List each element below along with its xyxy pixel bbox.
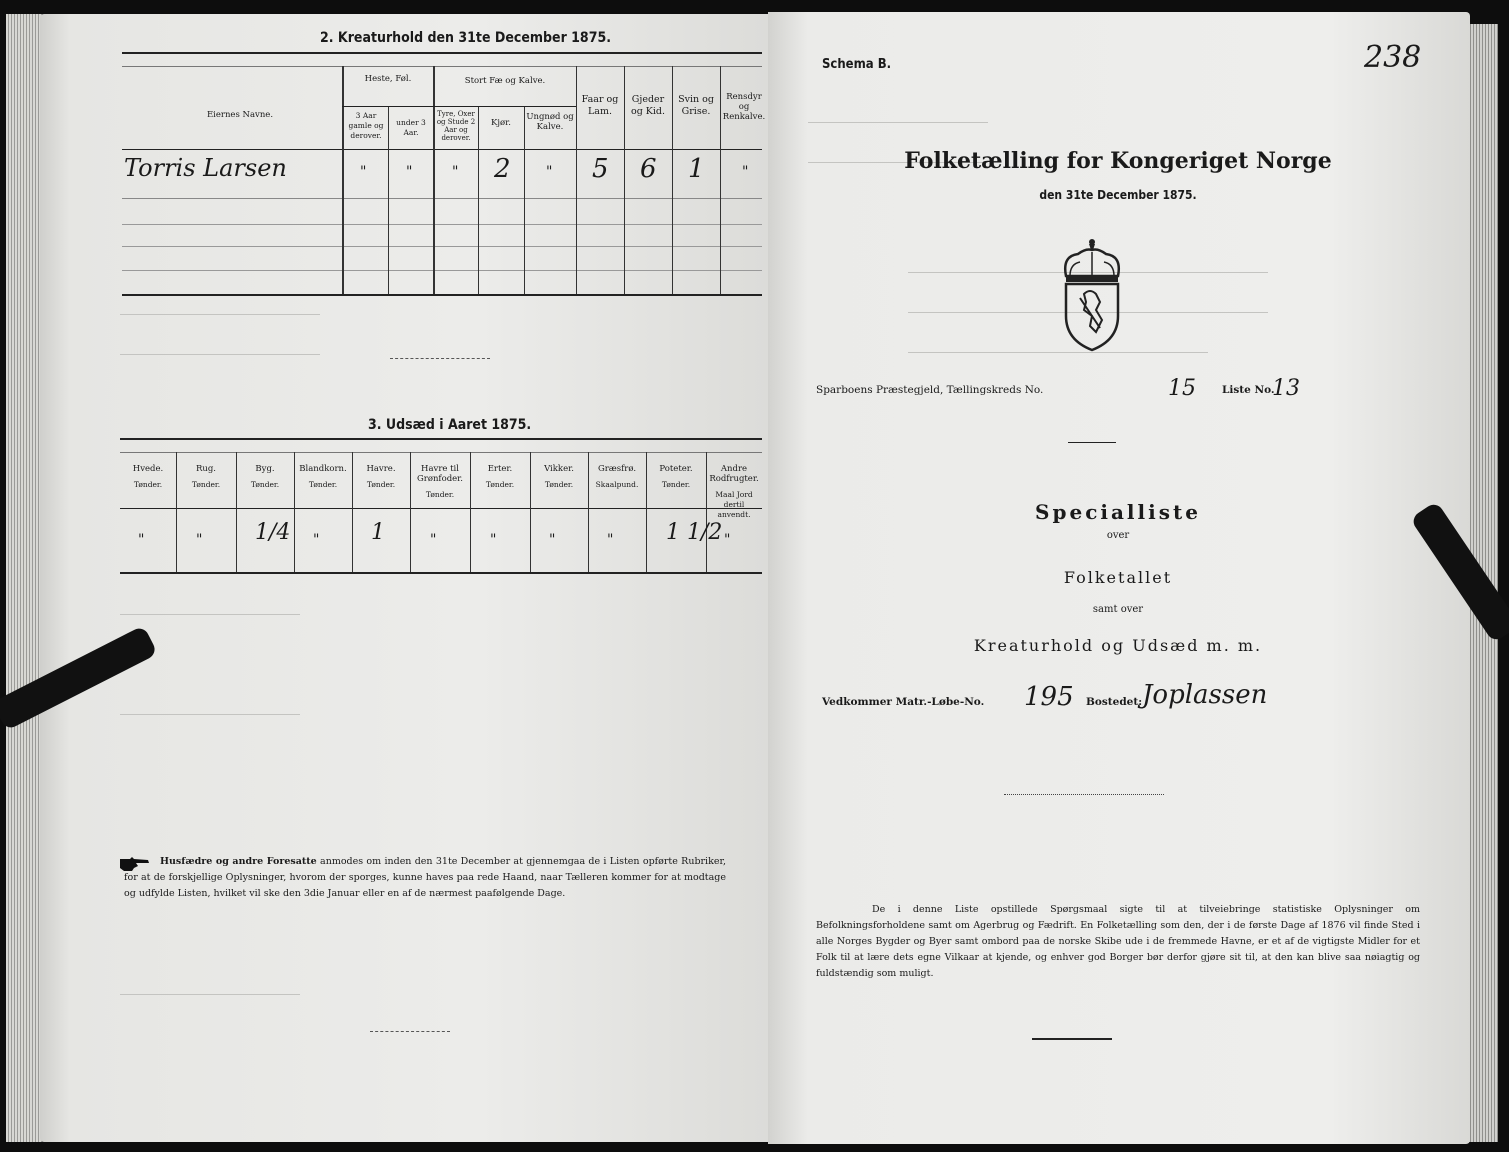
seed-value-11: " [724,532,731,548]
seed-value-4: " [313,532,320,548]
bosted-value: Joplassen [1142,680,1268,710]
seed-header-name: Byg. [255,464,275,474]
notice-paragraph [124,854,726,902]
explanation-paragraph: De i denne Liste opstillede Spørgsmaal sigte til at tilveiebringe statistiske Oplysninger om Befolkningsforholdene samt om Agerbrug og Fædrift. En Folketælling som den, der i de første Dage af 1876 vil finde Sted i alle Norges Bygder og Byer samt ombord paa de norske Skibe ude i de fremmede Havne, er et af de vigtigste Midler for et Folk til at lære dets egne Vilkaar at kjende, og enhver god Borger bør derfor gjøre sit til, at den kan blive saa nøiagtig og fuldstændig som muligt. [816,904,1420,979]
header-faar: Faar og Lam. [581,94,619,117]
header-heste-3aar: 3 Aar gamle og derover. [348,111,384,140]
liste-label: Liste No. [1222,384,1275,396]
bleed-through-line [120,354,320,355]
bleed-through-line [120,314,320,315]
cell-kjor: 2 [494,154,511,184]
header-rensdyr: Rensdyr og Renkalve. [722,92,766,122]
separator-bottom [1032,1038,1112,1040]
section2-title: 2. Kreaturhold den 31te December 1875. [320,30,612,46]
left-page [40,14,768,1142]
specialliste-heading: Specialliste [1035,500,1201,524]
seed-header-8 [530,464,588,490]
samt-over-text: samt over [1092,604,1144,615]
seed-header-11 [706,464,762,520]
seed-header-9 [588,464,646,490]
cell-heste-under3: " [406,164,413,180]
seed-value-1: " [138,532,145,548]
cell-ungnod: " [546,164,553,180]
notice-lead: Husfædre og andre Foresatte [160,856,317,867]
left-page-stack-edge [6,14,42,1142]
seed-header-4 [294,464,352,490]
seed-header-unit: Tønder. [133,480,163,489]
seed-header-unit: Maal Jord dertil anvendt. [715,490,753,519]
cell-svin: 1 [688,154,705,184]
owner-name: Torris Larsen [124,154,287,182]
over-text: over [1106,530,1130,541]
seed-header-name: Havre. [366,464,396,474]
seed-header-name: Andre Rodfrugter. [709,464,759,484]
seed-header-unit: Tønder. [191,480,221,489]
kreds-label: Tællingskreds No. [946,384,1044,396]
header-tyre: Tyre, Oxer og Stude 2 Aar og derover. [436,110,476,142]
separator-short [1068,442,1116,443]
header-heste-under3: under 3 Aar. [396,118,426,137]
matr-label: Vedkommer Matr.-Løbe-No. [822,696,985,708]
seed-header-name: Poteter. [659,464,693,474]
bleed-through-line [808,122,988,123]
seed-header-unit: Tønder. [544,480,574,489]
section3-title: 3. Udsæd i Aaret 1875. [368,417,532,433]
seed-header-2 [176,464,236,490]
folio-number: 238 [1364,40,1422,75]
schema-label: Schema B. [822,57,892,72]
header-kjor: Kjør. [491,118,511,128]
kreds-number: 15 [1168,376,1196,401]
seed-header-name: Erter. [487,464,513,474]
seed-value-8: " [549,532,556,548]
seed-header-3 [236,464,294,490]
header-eiernes-navne: Eiernes Navne. [206,110,274,120]
seed-header-6 [410,464,470,500]
header-ungnod: Ungnød og Kalve. [526,112,574,132]
liste-number: 13 [1272,376,1300,401]
district-line [816,384,1043,396]
header-gjeder: Gjeder og Kid. [630,94,666,117]
seed-header-name: Havre til Grønfoder. [416,464,463,484]
bleed-through-line [120,994,300,995]
bosted-label: Bostedet: [1086,696,1143,708]
census-date: den 31te December 1875. [1039,188,1197,202]
seed-value-3: 1/4 [255,520,291,545]
seed-value-2: " [196,532,203,548]
seed-header-name: Hvede. [132,464,164,474]
seed-value-10: 1 1/2 [666,520,723,545]
cell-tyre: " [452,164,459,180]
seed-header-unit: Tønder. [661,480,691,489]
bleed-through-line [120,614,300,615]
norwegian-coat-of-arms-icon [1056,236,1128,354]
separator-dotted [1004,794,1164,795]
separator-line [390,358,490,359]
separator-line-bottom [370,1031,450,1032]
seed-header-unit: Tønder. [366,480,396,489]
cell-faar: 5 [592,154,609,184]
seed-header-name: Blandkorn. [299,464,347,474]
seed-header-unit: Tønder. [485,480,515,489]
header-svin: Svin og Grise. [678,94,714,117]
header-heste-fol: Heste, Føl. [364,74,412,84]
kreaturhold-heading: Kreaturhold og Udsæd m. m. [973,636,1263,655]
seed-header-unit: Skaalpund. [595,480,639,489]
cell-gjeder: 6 [640,154,657,184]
seed-header-10 [646,464,706,490]
census-title: Folketælling for Kongeriget Norge [904,148,1332,174]
seed-header-unit: Tønder. [425,490,455,499]
folketallet-heading: Folketallet [1063,568,1173,587]
seed-value-5: 1 [371,520,385,545]
matr-number: 195 [1024,682,1074,712]
seed-header-5 [352,464,410,490]
seed-header-unit: Tønder. [250,480,280,489]
cell-heste-3aar: " [360,164,367,180]
seed-value-6: " [430,532,437,548]
seed-value-9: " [607,532,614,548]
prestegjeld-label: Sparboens Præstegjeld, [816,384,944,396]
notice-text: anmodes om inden den 31te December at gjennemgaa de i Listen opførte Rubriker, for at de forskjellige Oplysninger, hvorom der sporges, kunne haves paa rede Haand, naar Tælleren kommer for at modtage og udfylde Listen, hvilket vil ske den 3die Januar eller en af de nærmest paafølgende Dage. [124,856,726,899]
header-stort-fae: Stort Fæ og Kalve. [464,76,546,86]
seed-header-name: Rug. [195,464,217,474]
seed-header-name: Græsfrø. [597,464,637,474]
cell-rensdyr: " [742,164,749,180]
seed-header-1 [120,464,176,490]
right-page [768,12,1470,1144]
seed-header-7 [470,464,530,490]
seed-header-name: Vikker. [544,464,574,474]
bleed-through-line [120,714,300,715]
seed-header-unit: Tønder. [308,480,338,489]
seed-value-7: " [490,532,497,548]
